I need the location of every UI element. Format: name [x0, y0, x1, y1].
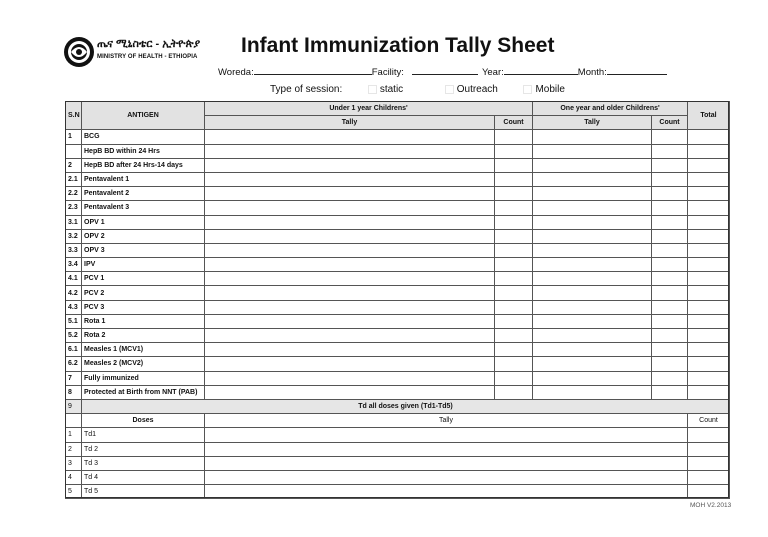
antigen-row: [66, 201, 730, 215]
over1-count-cell[interactable]: [652, 385, 688, 399]
under1-tally-cell[interactable]: [205, 272, 495, 286]
td-dose-sn: 4: [66, 470, 82, 484]
row-antigen: OPV 1: [82, 215, 205, 229]
row-sn: [66, 144, 82, 158]
over1-count-cell[interactable]: [652, 371, 688, 385]
under1-tally-cell[interactable]: [205, 258, 495, 272]
antigen-row: [66, 130, 730, 144]
over1-tally-cell[interactable]: [533, 357, 652, 371]
antigen-row: [66, 357, 730, 371]
antigen-row: [66, 314, 730, 328]
logo-amharic-text: ጤና ሚኒስቴር - ኢትዮጵያ: [97, 38, 201, 50]
td-header-blank: [66, 414, 82, 428]
static-option-label: static: [379, 84, 404, 95]
row-sn: 4.3: [66, 300, 82, 314]
year-field[interactable]: [504, 65, 578, 75]
total-cell[interactable]: [688, 229, 730, 243]
td-count-cell[interactable]: [688, 428, 730, 442]
under1-tally-cell[interactable]: [205, 300, 495, 314]
td-tally-cell[interactable]: [205, 470, 688, 484]
td-dose-name: Td 4: [82, 470, 205, 484]
antigen-header: ANTIGEN: [82, 102, 205, 130]
under1-count-cell[interactable]: [495, 172, 533, 186]
sn-header: S.N: [66, 102, 82, 130]
row-antigen: IPV: [82, 258, 205, 272]
under1-tally-cell[interactable]: [205, 385, 495, 399]
under1-tally-cell[interactable]: [205, 357, 495, 371]
td-dose-row: [66, 442, 730, 456]
td-tally-cell[interactable]: [205, 442, 688, 456]
under1-count-cell[interactable]: [495, 343, 533, 357]
row-antigen: HepB BD within 24 Hrs: [82, 144, 205, 158]
ministry-logo: [63, 36, 213, 70]
total-cell[interactable]: [688, 300, 730, 314]
over1-tally-cell[interactable]: [533, 314, 652, 328]
under1-count-cell[interactable]: [495, 371, 533, 385]
mobile-checkbox[interactable]: [523, 85, 532, 94]
over1-count-cell[interactable]: [652, 300, 688, 314]
under1-tally-cell[interactable]: [205, 371, 495, 385]
under1-tally-cell[interactable]: [205, 329, 495, 343]
under1-tally-cell[interactable]: [205, 343, 495, 357]
row-sn: 2.3: [66, 201, 82, 215]
over1-count-cell[interactable]: [652, 314, 688, 328]
antigen-row: [66, 385, 730, 399]
row-sn: 2.2: [66, 187, 82, 201]
antigen-row: [66, 172, 730, 186]
td-dose-sn: 1: [66, 428, 82, 442]
row-sn: 3.3: [66, 243, 82, 257]
over1-tally-cell[interactable]: [533, 243, 652, 257]
td-tally-cell[interactable]: [205, 428, 688, 442]
antigen-row: [66, 329, 730, 343]
month-label: Month:: [577, 67, 607, 78]
outreach-option-label: Outreach: [456, 84, 498, 95]
under1-tally-cell[interactable]: [205, 215, 495, 229]
woreda-field[interactable]: [254, 65, 372, 75]
under1-count-cell[interactable]: [495, 201, 533, 215]
td-count-cell[interactable]: [688, 456, 730, 470]
over1-tally-cell[interactable]: [533, 371, 652, 385]
over1-tally-cell[interactable]: [533, 130, 652, 144]
antigen-row: [66, 371, 730, 385]
td-dose-row: [66, 470, 730, 484]
total-cell[interactable]: [688, 201, 730, 215]
row-sn: 8: [66, 385, 82, 399]
under1-tally-cell[interactable]: [205, 201, 495, 215]
td-count-header: Count: [688, 414, 730, 428]
total-cell[interactable]: [688, 286, 730, 300]
td-dose-sn: 2: [66, 442, 82, 456]
mobile-option-label: Mobile: [535, 84, 565, 95]
td-dose-name: Td 2: [82, 442, 205, 456]
under1-count-cell[interactable]: [495, 158, 533, 172]
over1-count-cell[interactable]: [652, 144, 688, 158]
total-cell[interactable]: [688, 172, 730, 186]
over1-tally-cell[interactable]: [533, 272, 652, 286]
td-dose-name: Td1: [82, 428, 205, 442]
moh-emblem-icon: [63, 36, 95, 68]
facility-field[interactable]: [412, 65, 478, 75]
over1-count-cell[interactable]: [652, 329, 688, 343]
under1-count-cell[interactable]: [495, 329, 533, 343]
over1-count-cell[interactable]: [652, 172, 688, 186]
row-antigen: HepB BD after 24 Hrs-14 days: [82, 158, 205, 172]
total-cell[interactable]: [688, 144, 730, 158]
td-count-cell[interactable]: [688, 470, 730, 484]
td-dose-name: Td 5: [82, 485, 205, 499]
over1-count-cell[interactable]: [652, 158, 688, 172]
over1-tally-cell[interactable]: [533, 172, 652, 186]
under1-tally-cell[interactable]: [205, 130, 495, 144]
over1-tally-cell[interactable]: [533, 187, 652, 201]
static-checkbox[interactable]: [368, 85, 377, 94]
outreach-checkbox[interactable]: [445, 85, 454, 94]
under1-count-cell[interactable]: [495, 300, 533, 314]
under1-count-cell[interactable]: [495, 130, 533, 144]
row-antigen: PCV 1: [82, 272, 205, 286]
under1-tally-cell[interactable]: [205, 229, 495, 243]
total-cell[interactable]: [688, 272, 730, 286]
row-sn: 7: [66, 371, 82, 385]
row-sn: 5.1: [66, 314, 82, 328]
antigen-row: [66, 243, 730, 257]
over1-tally-cell[interactable]: [533, 201, 652, 215]
facility-label: Facility:: [371, 67, 404, 78]
under1-count-cell[interactable]: [495, 144, 533, 158]
total-header: Total: [688, 102, 730, 130]
row-sn: 2: [66, 158, 82, 172]
under1-count-header: Count: [495, 116, 533, 130]
row-antigen: Protected at Birth from NNT (PAB): [82, 385, 205, 399]
under1-tally-header: Tally: [205, 116, 495, 130]
session-type-label: Type of session:: [270, 84, 343, 95]
version-footer: MOH V2.2013: [690, 502, 732, 509]
under1-count-cell[interactable]: [495, 286, 533, 300]
total-cell[interactable]: [688, 357, 730, 371]
td-section-title: Td all doses given (Td1-Td5): [82, 399, 730, 413]
under1-header: Under 1 year Childrens': [205, 102, 533, 116]
td-dose-name: Td 3: [82, 456, 205, 470]
over1-tally-cell[interactable]: [533, 329, 652, 343]
over1-tally-cell[interactable]: [533, 385, 652, 399]
antigen-row: [66, 300, 730, 314]
td-dose-row: [66, 428, 730, 442]
tally-table: [65, 101, 730, 499]
over1-count-cell[interactable]: [652, 130, 688, 144]
row-antigen: Rota 1: [82, 314, 205, 328]
total-cell[interactable]: [688, 158, 730, 172]
under1-tally-cell[interactable]: [205, 314, 495, 328]
row-antigen: Rota 2: [82, 329, 205, 343]
over1-header: One year and older Childrens': [533, 102, 688, 116]
under1-tally-cell[interactable]: [205, 286, 495, 300]
over1-tally-cell[interactable]: [533, 144, 652, 158]
under1-count-cell[interactable]: [495, 187, 533, 201]
total-cell[interactable]: [688, 385, 730, 399]
over1-count-cell[interactable]: [652, 187, 688, 201]
over1-tally-cell[interactable]: [533, 158, 652, 172]
under1-count-cell[interactable]: [495, 314, 533, 328]
td-tally-header: Tally: [205, 414, 688, 428]
antigen-row: [66, 272, 730, 286]
td-tally-cell[interactable]: [205, 485, 688, 499]
antigen-row: [66, 258, 730, 272]
row-sn: 6.2: [66, 357, 82, 371]
antigen-row: [66, 215, 730, 229]
over1-count-cell[interactable]: [652, 215, 688, 229]
antigen-row: [66, 187, 730, 201]
under1-tally-cell[interactable]: [205, 144, 495, 158]
td-count-cell[interactable]: [688, 485, 730, 499]
td-tally-cell[interactable]: [205, 456, 688, 470]
under1-count-cell[interactable]: [495, 385, 533, 399]
total-cell[interactable]: [688, 314, 730, 328]
under1-count-cell[interactable]: [495, 258, 533, 272]
row-antigen: OPV 3: [82, 243, 205, 257]
row-antigen: BCG: [82, 130, 205, 144]
under1-count-cell[interactable]: [495, 229, 533, 243]
td-dose-sn: 5: [66, 485, 82, 499]
under1-tally-cell[interactable]: [205, 172, 495, 186]
total-cell[interactable]: [688, 258, 730, 272]
td-section-row: [66, 399, 730, 413]
over1-count-cell[interactable]: [652, 272, 688, 286]
total-cell[interactable]: [688, 243, 730, 257]
over1-count-cell[interactable]: [652, 229, 688, 243]
session-type-row: [270, 84, 565, 95]
row-antigen: PCV 3: [82, 300, 205, 314]
antigen-row: [66, 229, 730, 243]
antigen-row: [66, 343, 730, 357]
under1-tally-cell[interactable]: [205, 187, 495, 201]
over1-count-cell[interactable]: [652, 343, 688, 357]
row-sn: 1: [66, 130, 82, 144]
antigen-row: [66, 286, 730, 300]
month-field[interactable]: [607, 65, 667, 75]
header-fields: [218, 65, 667, 78]
row-sn: 3.1: [66, 215, 82, 229]
total-cell[interactable]: [688, 215, 730, 229]
row-sn: 6.1: [66, 343, 82, 357]
over1-count-header: Count: [652, 116, 688, 130]
total-cell[interactable]: [688, 371, 730, 385]
row-antigen: Fully immunized: [82, 371, 205, 385]
over1-tally-cell[interactable]: [533, 258, 652, 272]
row-antigen: Measles 1 (MCV1): [82, 343, 205, 357]
over1-tally-cell[interactable]: [533, 343, 652, 357]
antigen-row: [66, 144, 730, 158]
under1-count-cell[interactable]: [495, 215, 533, 229]
row-antigen: Pentavalent 3: [82, 201, 205, 215]
antigen-row: [66, 158, 730, 172]
td-dose-sn: 3: [66, 456, 82, 470]
over1-tally-cell[interactable]: [533, 286, 652, 300]
row-sn: 3.2: [66, 229, 82, 243]
woreda-label: Woreda:: [218, 67, 254, 78]
total-cell[interactable]: [688, 343, 730, 357]
td-dose-row: [66, 485, 730, 499]
over1-count-cell[interactable]: [652, 243, 688, 257]
page-title: Infant Immunization Tally Sheet: [241, 34, 555, 57]
row-antigen: Measles 2 (MCV2): [82, 357, 205, 371]
td-dose-row: [66, 456, 730, 470]
total-cell[interactable]: [688, 187, 730, 201]
row-sn: 5.2: [66, 329, 82, 343]
over1-count-cell[interactable]: [652, 258, 688, 272]
row-sn: 3.4: [66, 258, 82, 272]
over1-count-cell[interactable]: [652, 357, 688, 371]
over1-tally-cell[interactable]: [533, 215, 652, 229]
under1-tally-cell[interactable]: [205, 158, 495, 172]
row-antigen: OPV 2: [82, 229, 205, 243]
logo-english-text: MINISTRY OF HEALTH - ETHIOPIA: [97, 54, 198, 60]
row-sn: 2.1: [66, 172, 82, 186]
year-label: Year:: [481, 67, 504, 78]
over1-tally-header: Tally: [533, 116, 652, 130]
total-cell[interactable]: [688, 130, 730, 144]
over1-tally-cell[interactable]: [533, 229, 652, 243]
row-sn: 4.2: [66, 286, 82, 300]
under1-count-cell[interactable]: [495, 272, 533, 286]
over1-count-cell[interactable]: [652, 286, 688, 300]
td-count-cell[interactable]: [688, 442, 730, 456]
row-sn: 4.1: [66, 272, 82, 286]
total-cell[interactable]: [688, 329, 730, 343]
doses-header: Doses: [82, 414, 205, 428]
td-header-row: [66, 414, 730, 428]
row-antigen: PCV 2: [82, 286, 205, 300]
under1-count-cell[interactable]: [495, 357, 533, 371]
under1-tally-cell[interactable]: [205, 243, 495, 257]
row-antigen: Pentavalent 2: [82, 187, 205, 201]
under1-count-cell[interactable]: [495, 243, 533, 257]
td-section-sn: 9: [66, 399, 82, 413]
row-antigen: Pentavalent 1: [82, 172, 205, 186]
over1-tally-cell[interactable]: [533, 300, 652, 314]
over1-count-cell[interactable]: [652, 201, 688, 215]
